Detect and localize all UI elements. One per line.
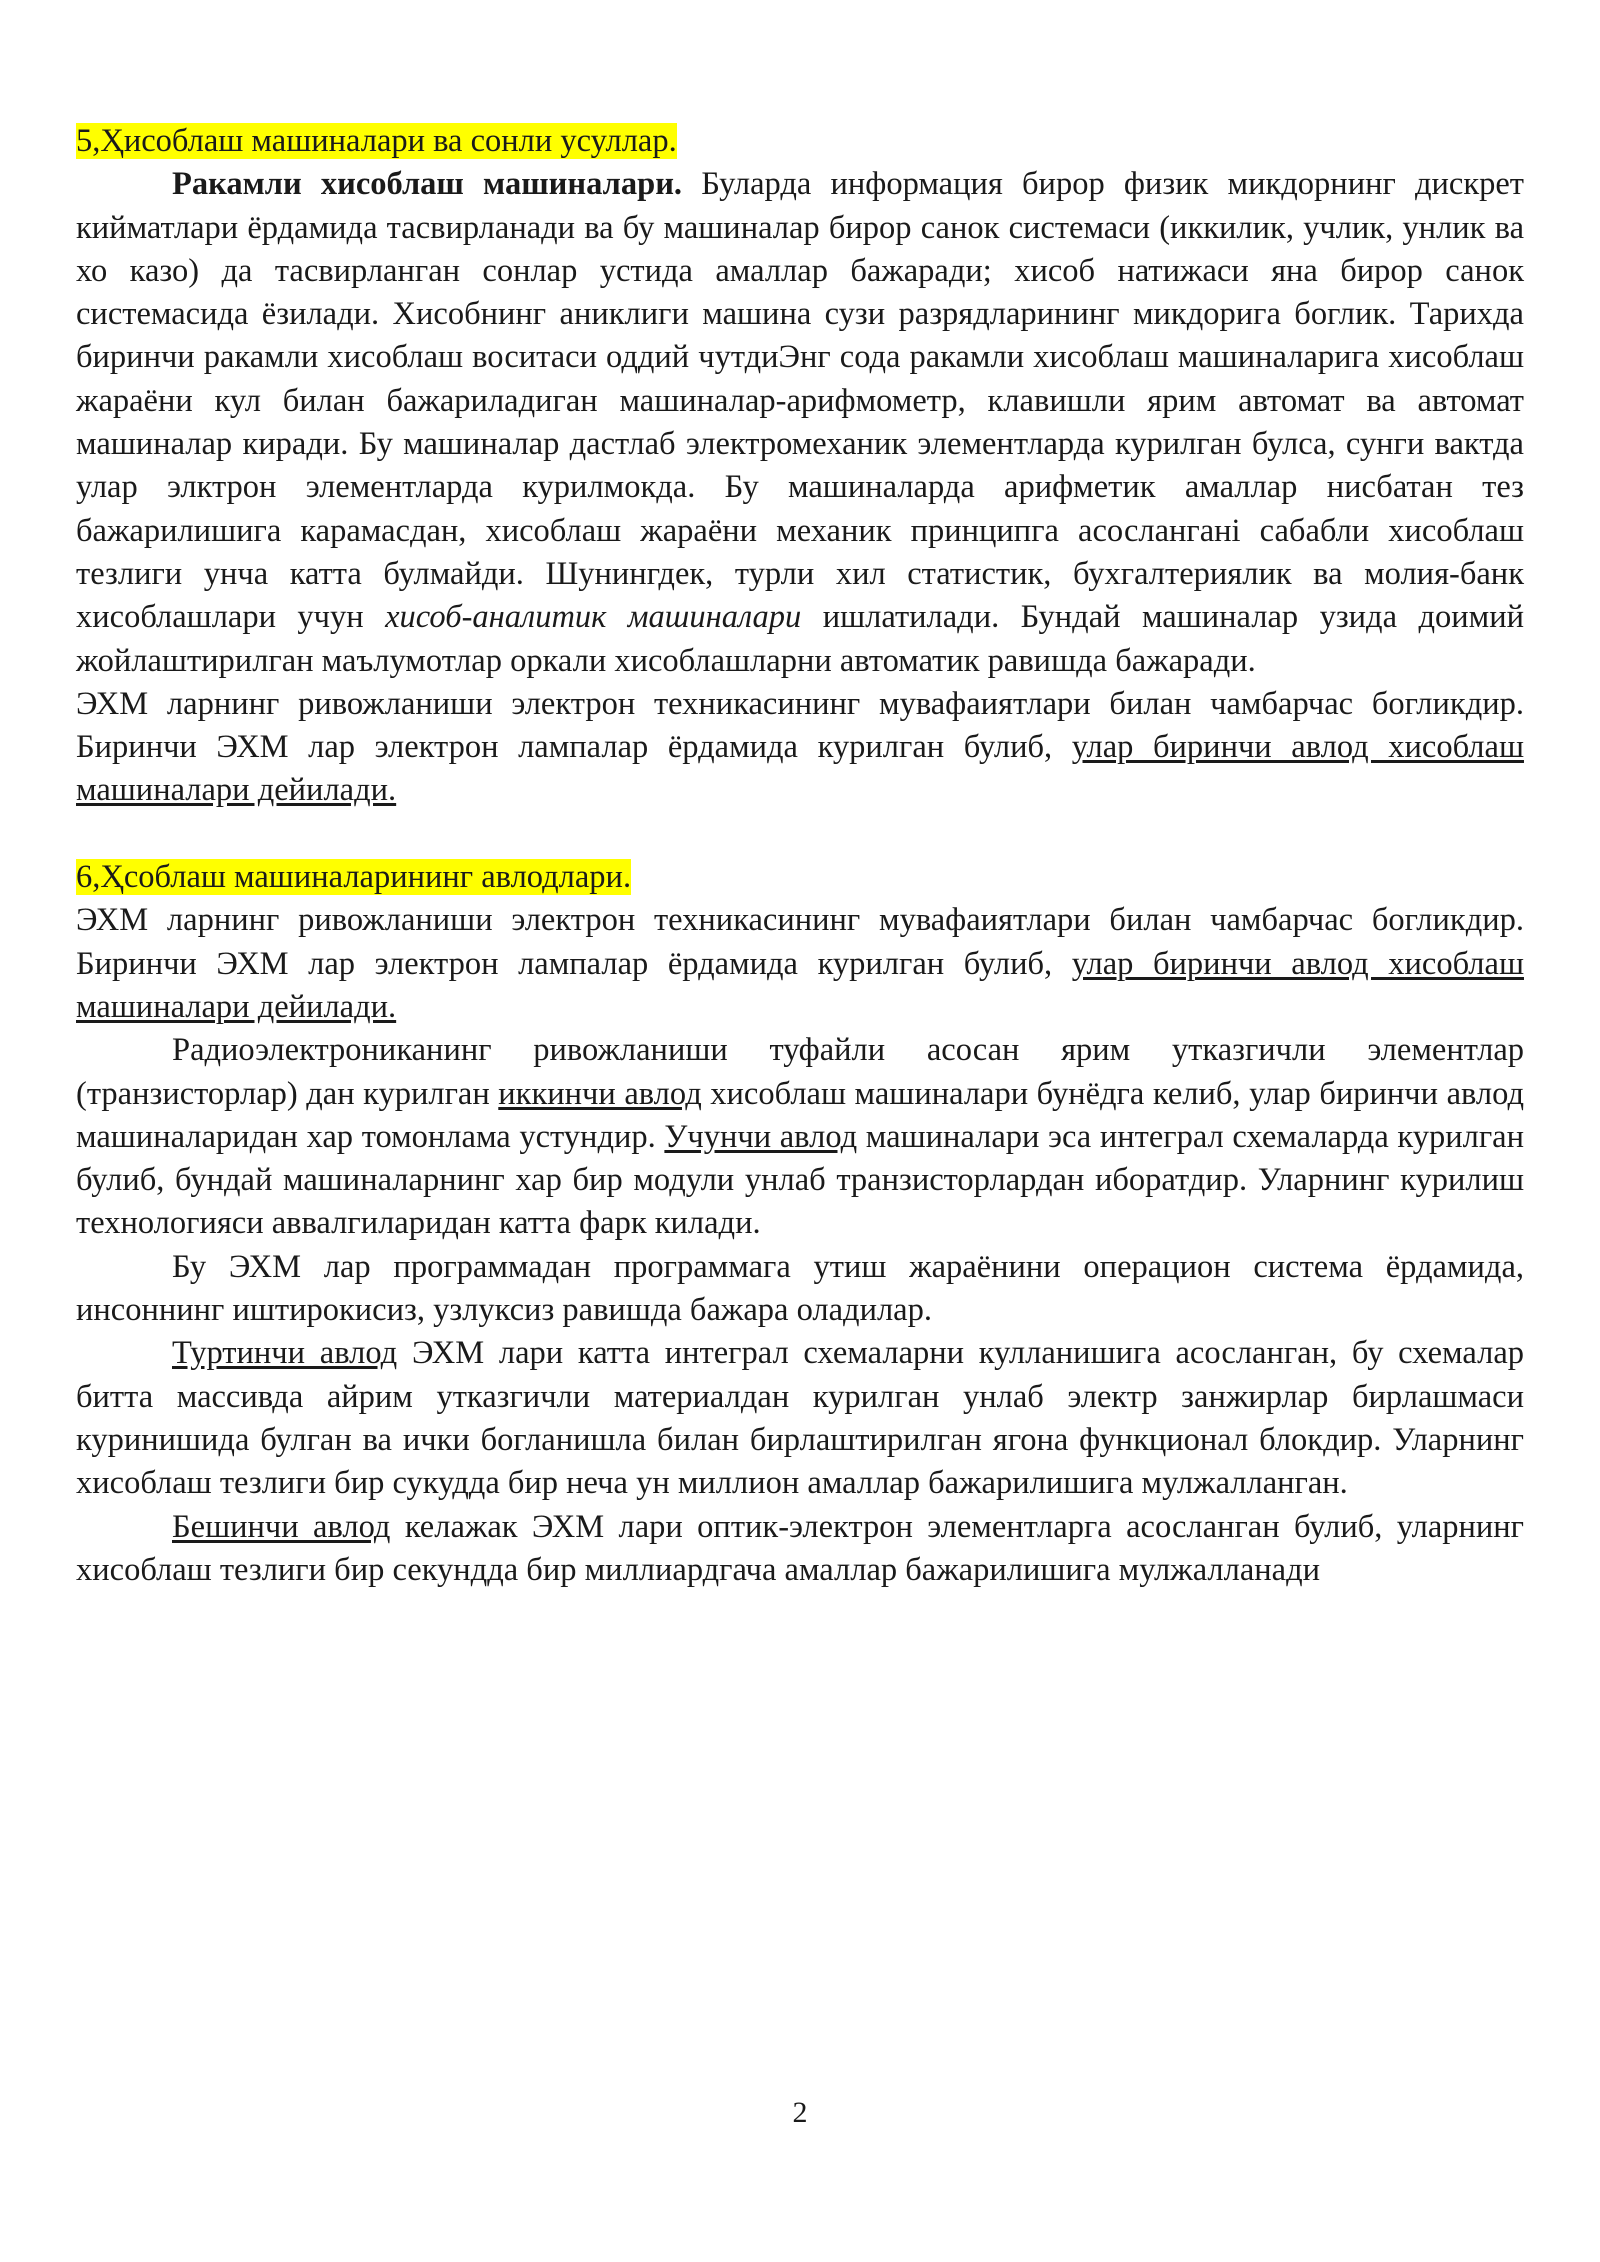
section-6-paragraph-4-text: ЭХМ лари катта интеграл схемаларни кулланишига асосланган, бу схемалар битта массивда айрим утказгичли материалдан курилган унлаб электр занжирлар бирлашмаси куринишида булган ва ички богланишла билан бирлаштирилган ягона функционал блокдир. Уларнинг хисоблаш тезлиги бир сукудда бир неча ун миллион амаллар бажарилишига мулжалланган.	[76, 1335, 1524, 1502]
section-6-paragraph-1-underline: улар биринчи авлод хисоблаш машиналари дейилади.	[76, 945, 1524, 1025]
section-6-paragraph-2-b: хисоблаш машиналари бунёдга келиб, улар биринчи авлод машиналаридан хар томонлама устундир.	[76, 1075, 1524, 1155]
document-body	[76, 120, 1524, 1592]
section-5-paragraph-1	[76, 163, 1524, 683]
section-5-paragraph-2-text: ЭХМ ларнинг ривожланиши электрон техникасининг мувафаиятлари билан чамбарчас богликдир. Биринчи ЭХМ лар электрон лампалар ёрдамида курилган булиб,	[76, 685, 1524, 766]
section-6-paragraph-2-c: машиналари эса интеграл схемаларда курилган булиб, бундай машиналарнинг хар бир модули унлаб транзисторлардан иборатдир. Уларнинг курилиш технологияси аввалгиларидан катта фарк килади.	[76, 1118, 1524, 1242]
section-6-second-generation: иккинчи авлод	[498, 1075, 702, 1112]
section-6-fourth-generation: Туртинчи авлод	[172, 1335, 398, 1372]
section-6-paragraph-4	[76, 1332, 1524, 1505]
section-6-paragraph-2	[76, 1029, 1524, 1245]
section-5-paragraph-2-underline: улар биринчи авлод хисоблаш машиналари дейилади.	[76, 729, 1524, 809]
section-6-fifth-generation: Бешинчи авлод	[172, 1508, 391, 1545]
section-6-paragraph-1-text: ЭХМ ларнинг ривожланиши электрон техникасининг мувафаиятлари билан чамбарчас богликдир. Биринчи ЭХМ лар электрон лампалар ёрдамида курилган булиб,	[76, 902, 1524, 982]
section-5-paragraph-1-lead: Ракамли хисоблаш машиналари.	[172, 166, 683, 203]
section-5-paragraph-2	[76, 683, 1524, 813]
section-6-third-generation: Учунчи авлод	[664, 1118, 858, 1155]
section-5-paragraph-1-text: Буларда информация бирор физик микдорнинг дискрет кийматлари ёрдамида тасвирланади ва бу машиналар бирор санок системаси (иккилик, учлик, унлик ва хо казо) да тасвирланган сонлар устида амаллар бажаради; хисоб натижаси яна бирор санок системасида ёзилади. Хисобнинг аниклиги машина сузи разрядларининг микдорига боглик. Тарихда биринчи ракамли хисоблаш воситаси оддий чутдиЭнг сода ракамли хисоблаш машиналарига хисоблаш жараёни кул билан бажариладиган машиналар-арифмометр, клавишли ярим автомат ва автомат машиналар киради. Бу машиналар дастлаб электромеханик элементларда курилган булса, сунги вактда улар элктрон элементларда курилмокда. Бу машиналарда арифметик амаллар нисбатан тез бажарилишига карамасдан, хисоблаш жараёни механик принципга асосланганi сабабли хисоблаш тезлиги унча катта булмайди. Шунингдек, турли хил статистик, бухгалтериялик ва молия-банк хисоблашлари учун	[76, 166, 1524, 636]
page-number: 2	[792, 2096, 808, 2129]
section-5-heading-line	[76, 120, 1524, 163]
section-6-paragraph-2-a: Радиоэлектрониканинг ривожланиши туфайли асосан ярим утказгичли элементлар (транзисторлар) дан курилган	[76, 1032, 1524, 1112]
section-6-heading: 6,Ҳсоблаш машиналарининг авлодлари.	[76, 859, 632, 896]
section-5-heading: 5,Ҳисоблаш машиналари ва сонли усуллар.	[76, 123, 677, 159]
section-gap	[76, 813, 1524, 856]
section-6-paragraph-3: Бу ЭХМ лар программадан программага утиш жараёнини операцион система ёрдамида, инсоннинг иштирокисиз, узлуксиз равишда бажара оладилар.	[76, 1248, 1524, 1329]
section-5-paragraph-1-italic: хисоб-аналитик машиналари	[385, 599, 802, 636]
section-6-paragraph-1	[76, 899, 1524, 1029]
section-5-paragraph-1-end: ишлатилади. Бундай машиналар узида доимий жойлаштирилган маълумотлар оркали хисоблашларни автоматик равишда бажаради.	[76, 599, 1524, 679]
section-6-paragraph-5-text: келажак ЭХМ лари оптик-электрон элементларга асосланган булиб, уларнинг хисоблаш тезлиги бир секундда бир миллиардгача амаллар бажарилишига мулжалланади	[76, 1508, 1524, 1588]
section-6-paragraph-5	[76, 1506, 1524, 1593]
section-6-heading-line	[76, 856, 1524, 899]
